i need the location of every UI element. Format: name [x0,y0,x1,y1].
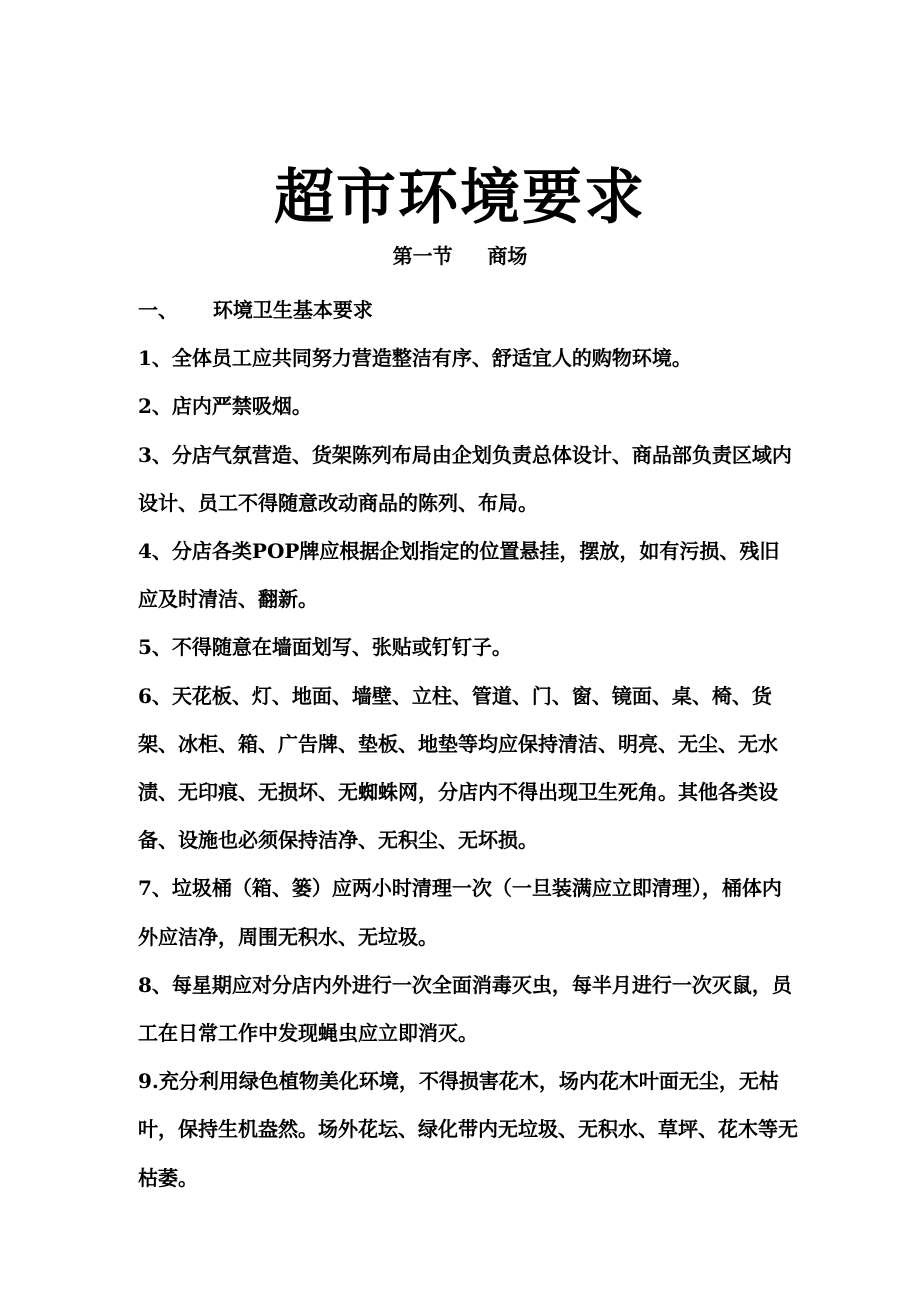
rule-item-9: 9.充分利用绿色植物美化环境，不得损害花木，场内花木叶面无尘，无枯叶，保持生机盎然。场外花坛、绿化带内无垃圾、无积水、草坪、花木等无枯萎。 [138,1069,798,1190]
rule-item-5: 5、不得随意在墙面划写、张贴或钉钉子。 [138,635,512,660]
rule-item-1: 1、全体员工应共同努力营造整洁有序、舒适宜人的购物环境。 [138,346,692,371]
rule-item-8: 8、每星期应对分店内外进行一次全面消毒灭虫，每半月进行一次灭鼠，员工在日常工作中发现蝇虫应立即消灭。 [138,972,792,1046]
document-title: 超市环境要求 [274,163,646,233]
rule-item-3: 3、分店气氛营造、货架陈列布局由企划负责总体设计、商品部负责区域内设计、员工不得随意改动商品的陈列、布局。 [138,442,792,515]
rule-item-2: 2、店内严禁吸烟。 [138,394,312,419]
section-heading: 一、 环境卫生基本要求 [138,298,373,322]
section-subtitle: 第一节 商场 [392,244,528,268]
rule-item-6: 6、天花板、灯、地面、墙壁、立柱、管道、门、窗、镜面、桌、椅、货架、冰柜、箱、广告牌、垫板、地垫等均应保持清洁、明亮、无尘、无水渍、无印痕、无损坏、无蜘蛛网，分店内不得出现卫生死角。其他各类设备、设施也必须保持洁净、无积尘、无坏损。 [138,683,778,853]
rule-item-7: 7、垃圾桶（箱、篓）应两小时清理一次（一旦装满应立即清理），桶体内外应洁净，周围无积水、无垃圾。 [138,876,782,949]
document-body [138,286,798,1202]
rule-item-4: 4、分店各类POP牌应根据企划指定的位置悬挂，摆放，如有污损、残旧应及时清洁、翻新。 [138,539,780,612]
